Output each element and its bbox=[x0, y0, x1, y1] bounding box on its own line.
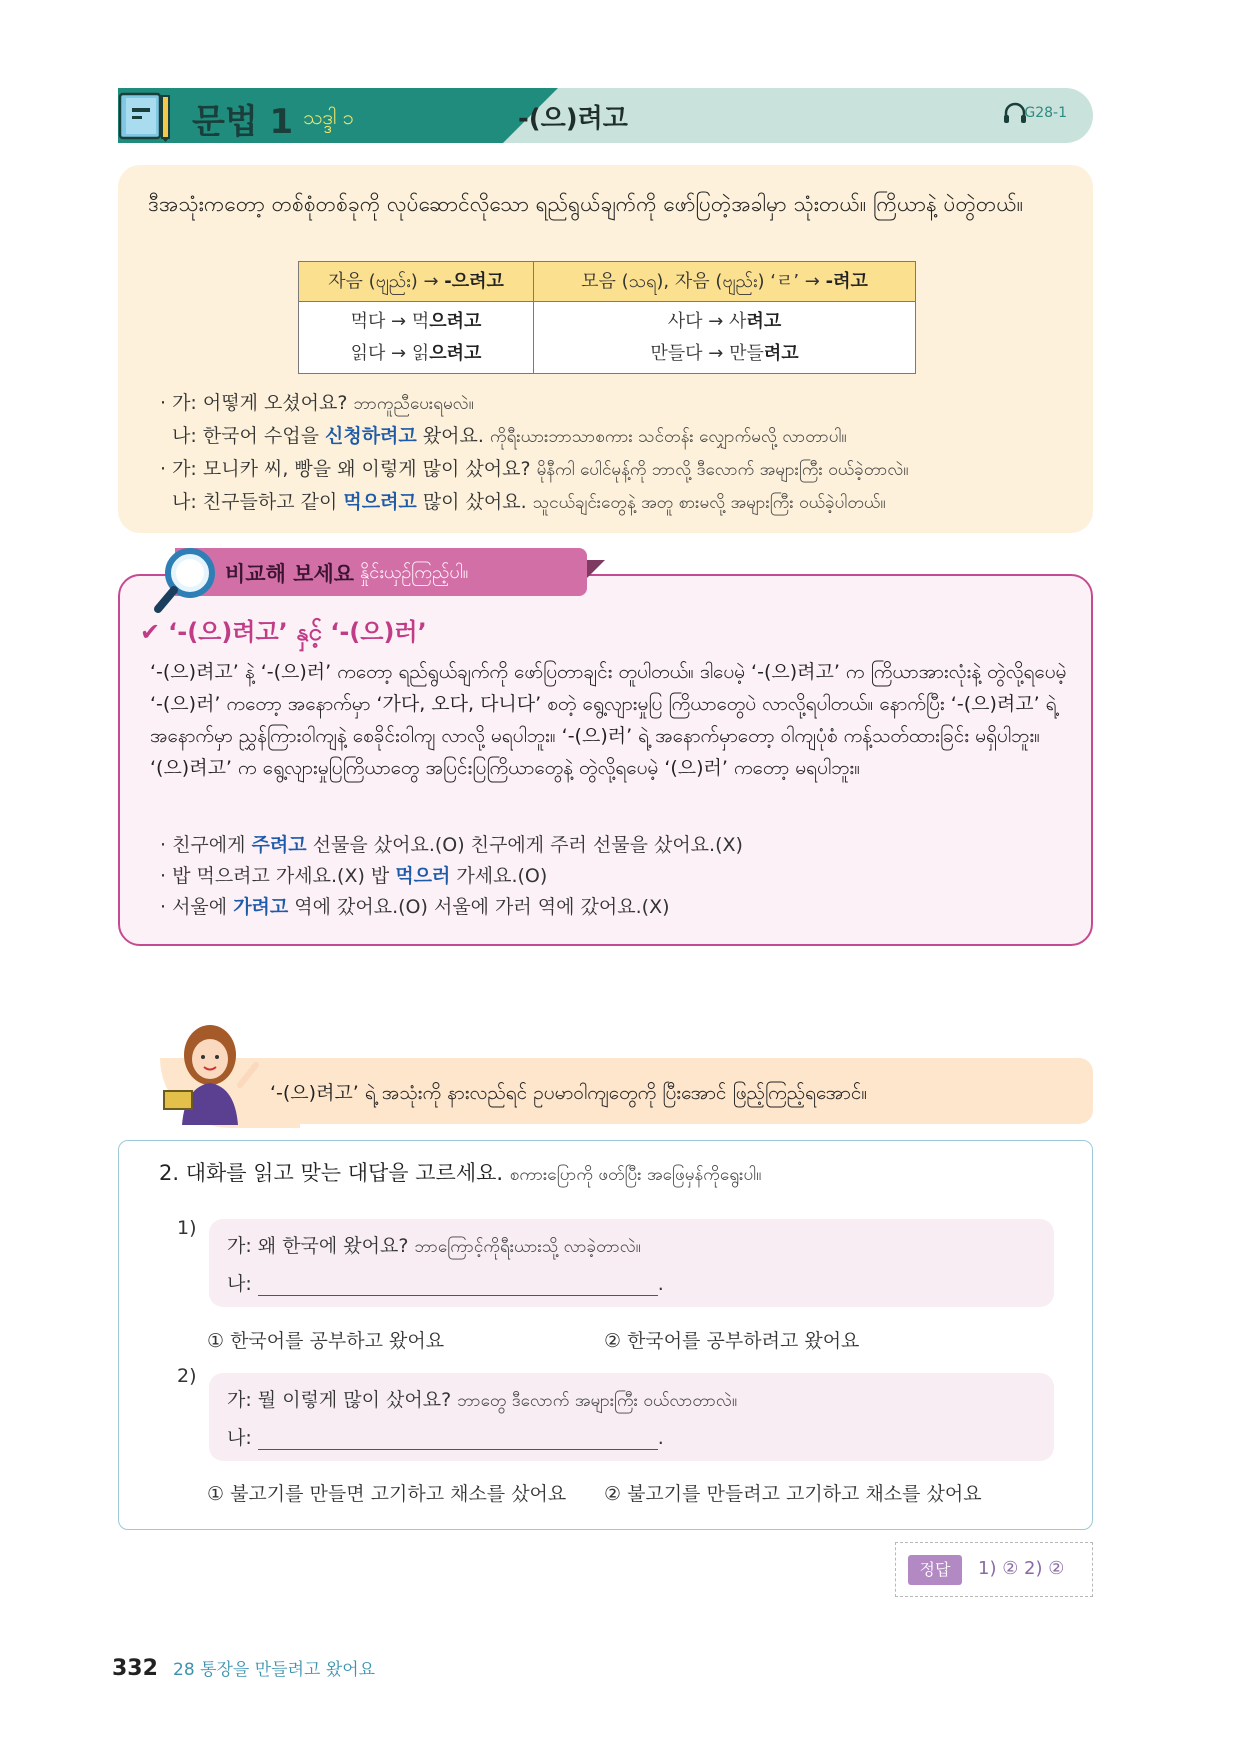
exercise-box bbox=[118, 1140, 1093, 1530]
example-korean-rest: 많이 샀어요. bbox=[416, 491, 533, 513]
dialog-question bbox=[227, 1385, 737, 1415]
answer-badge: 정답 bbox=[908, 1555, 962, 1585]
table-suffix: 으려고 bbox=[429, 342, 482, 364]
example-korean: · 가: 어떻게 오셨어요? bbox=[160, 392, 354, 414]
table-base: 만들다 → 만들 bbox=[650, 342, 764, 364]
example-korean: · 가: 모니카 씨, 빵을 왜 이렇게 많이 샀어요? bbox=[160, 458, 537, 480]
compare-example bbox=[160, 830, 743, 861]
page-number: 332 bbox=[112, 1656, 158, 1681]
teacher-illustration-icon bbox=[160, 1015, 260, 1125]
explanation-box bbox=[118, 165, 1093, 533]
table-header-vowel-label: 모음 (သရ), 자음 (ဗျည်း) ‘ㄹ’ → bbox=[581, 271, 826, 292]
dialog-question-text: 가: 왜 한국에 왔어요? bbox=[227, 1235, 415, 1257]
table-header-consonant-label: 자음 (ဗျည်း) → bbox=[328, 271, 445, 292]
option-1[interactable]: ① 한국어를 공부하고 왔어요 bbox=[207, 1330, 445, 1352]
answer-value: 1) ② 2) ② bbox=[978, 1558, 1065, 1579]
table-cell-consonant bbox=[299, 302, 534, 374]
table-row bbox=[534, 338, 915, 370]
example-burmese: ကိုရီးယားဘာသာစကား သင်တန်း လျှောက်မလို့ လာတာပါ။ bbox=[489, 427, 847, 447]
table-row bbox=[299, 306, 533, 338]
option-2[interactable]: ② 불고기를 만들려고 고기하고 채소를 샀어요 bbox=[604, 1483, 982, 1505]
compare-body-text: ‘-(으)려고’ နဲ့ ‘-(으)러’ ကတော့ ရည်ရွယ်ချက်ကို ဖော်ပြတာချင်း တူပါတယ်။ ဒါပေမဲ့ ‘-(으)려고’ က ကြိယာအားလုံးနဲ့ တွဲလို့ရပေမဲ့ ‘-(으)러’ ကတော့ အနောက်မှာ ‘가다, 오다, 다니다’ စတဲ့ ရွေ့လျားမှုပြ ကြိယာတွေပဲ လာလို့ရပါတယ်။ နောက်ပြီး ‘-(으)려고’ ရဲ့ အနောက်မှာ ညွှန်ကြားဝါကျနဲ့ စေခိုင်းဝါကျ လာလို့ မရပါဘူး။ ‘-(으)러’ ရဲ့ အနောက်မှာတော့ ဝါကျပုံစံ ကန့်သတ်ထားခြင်း မရှိပါဘူး။ ‘(으)려고’ က ရွေ့လျားမှုပြကြိယာတွေ အပြင်းပြကြိယာတွေနဲ့ တွဲလို့ရပေမဲ့ ‘(으)러’ ကတော့ မရပါဘူး။ bbox=[150, 661, 1067, 779]
compare-example-text: 선물을 샀어요.(O) 친구에게 주러 선물을 샀어요.(X) bbox=[306, 834, 743, 856]
page-footer bbox=[112, 1655, 375, 1681]
example-burmese: သူငယ်ချင်းတွေနဲ့ အတူ စားမလို့ အများကြီး ဝယ်ခဲ့ပါတယ်။ bbox=[532, 493, 886, 513]
grammar-title: 문법 1 bbox=[192, 102, 294, 142]
example-korean-rest: 왔어요. bbox=[416, 425, 490, 447]
example-highlight: 먹으려고 bbox=[343, 491, 417, 513]
compare-example-text: · 밥 먹으려고 가세요.(X) 밥 bbox=[160, 865, 396, 887]
grammar-pattern: -(으)려고 bbox=[518, 104, 628, 134]
tip-bubble bbox=[245, 1058, 1093, 1124]
compare-example-text: 역에 갔어요.(O) 서울에 가러 역에 갔어요.(X) bbox=[288, 896, 670, 918]
example-korean: 나: 친구들하고 같이 bbox=[172, 491, 344, 513]
table-base: 읽다 → 읽 bbox=[350, 342, 430, 364]
grammar-header bbox=[118, 88, 1093, 143]
example-dialogs bbox=[160, 387, 908, 519]
table-base: 먹다 → 먹 bbox=[350, 310, 430, 332]
audio-track-label[interactable]: G28-1 bbox=[1024, 105, 1067, 121]
conjugation-table bbox=[298, 261, 916, 374]
table-header-vowel bbox=[534, 262, 916, 302]
compare-tab bbox=[175, 548, 587, 596]
compare-example-text: · 서울에 bbox=[160, 896, 234, 918]
compare-examples bbox=[160, 830, 743, 923]
answer-blank[interactable] bbox=[258, 1430, 658, 1450]
compare-heading-text: ‘-(으)려고’ နှင့် ‘-(으)러’ bbox=[168, 618, 427, 646]
table-header-consonant bbox=[299, 262, 534, 302]
table-row bbox=[534, 306, 915, 338]
option-1[interactable]: ① 불고기를 만들면 고기하고 채소를 샀어요 bbox=[207, 1483, 567, 1505]
example-line bbox=[160, 453, 908, 486]
chapter-title: 28 통장을 만들려고 왔어요 bbox=[173, 1660, 376, 1680]
option-2[interactable]: ② 한국어를 공부하려고 왔어요 bbox=[604, 1330, 860, 1352]
dialog-answer-label: 나: bbox=[227, 1273, 252, 1295]
compare-example bbox=[160, 892, 743, 923]
table-row bbox=[299, 338, 533, 370]
item-number: 2) bbox=[177, 1365, 197, 1387]
compare-example-highlight: 먹으러 bbox=[395, 865, 451, 887]
dialog-question-mm: ဘာတွေ ဒီလောက် အများကြီး ဝယ်လာတာလဲ။ bbox=[457, 1391, 737, 1411]
exercise-question-mm: စကားပြောကို ဖတ်ပြီး အဖြေမှန်ကိုရွေးပါ။ bbox=[509, 1165, 762, 1185]
compare-example-highlight: 가려고 bbox=[233, 896, 289, 918]
tip-text: ‘-(으)려고’ ရဲ့ အသုံးကို နားလည်ရင် ဥပမာဝါကျတွေကို ပြီးအောင် ဖြည့်ကြည့်ရအောင်။ bbox=[270, 1082, 868, 1104]
dialog-answer-label: 나: bbox=[227, 1427, 252, 1449]
dialog-question-mm: ဘာကြောင့်ကိုရီးယားသို့ လာခဲ့တာလဲ။ bbox=[414, 1237, 641, 1257]
compare-example-text: · 친구에게 bbox=[160, 834, 252, 856]
table-base: 사다 → 사 bbox=[667, 310, 747, 332]
dialog-box bbox=[209, 1373, 1054, 1461]
table-suffix: 려고 bbox=[746, 310, 782, 332]
grammar-title-mm: သဒ္ဒါ ၁ bbox=[303, 105, 354, 129]
compare-example-text: 가세요.(O) bbox=[450, 865, 548, 887]
compare-box bbox=[118, 574, 1093, 946]
example-burmese: ဘာကူညီပေးရမလဲ။ bbox=[353, 394, 474, 414]
example-highlight: 신청하려고 bbox=[325, 425, 417, 447]
exercise-question-text: 2. 대화를 읽고 맞는 대답을 고르세요. bbox=[159, 1161, 504, 1185]
item-number: 1) bbox=[177, 1217, 197, 1239]
explanation-text: ဒီအသုံးကတော့ တစ်စုံတစ်ခုကို လုပ်ဆောင်လိုသော ရည်ရွယ်ချက်ကို ဖော်ပြတဲ့အခါမှာ သုံးတယ်။ ကြိယာနဲ့ ပဲတွဲတယ်။ bbox=[148, 192, 1024, 216]
compare-tab-mm: နှိုင်းယှဉ်ကြည့်ပါ။ bbox=[360, 562, 469, 583]
book-icon bbox=[118, 90, 174, 142]
compare-example bbox=[160, 861, 743, 892]
table-header-consonant-suffix: -으려고 bbox=[444, 271, 504, 292]
dialog-question bbox=[227, 1231, 641, 1261]
dialog-box bbox=[209, 1219, 1054, 1307]
example-line bbox=[160, 420, 908, 453]
table-suffix: 려고 bbox=[763, 342, 799, 364]
example-korean: 나: 한국어 수업을 bbox=[172, 425, 325, 447]
example-line bbox=[160, 387, 908, 420]
compare-tab-label: 비교해 보세요 bbox=[225, 562, 355, 586]
dialog-answer-line: 나: . bbox=[227, 1427, 664, 1449]
table-suffix: 으려고 bbox=[429, 310, 482, 332]
answer-box bbox=[895, 1542, 1093, 1597]
compare-tab-fold bbox=[587, 560, 605, 578]
answer-blank[interactable] bbox=[258, 1276, 658, 1296]
table-header-vowel-suffix: -려고 bbox=[825, 271, 868, 292]
dialog-answer-line: 나: . bbox=[227, 1273, 664, 1295]
dialog-question-text: 가: 뭘 이렇게 많이 샀어요? bbox=[227, 1389, 458, 1411]
check-icon: ✔ bbox=[140, 618, 161, 646]
magnifier-icon bbox=[150, 545, 220, 617]
compare-heading bbox=[140, 612, 427, 652]
compare-example-highlight: 주려고 bbox=[251, 834, 307, 856]
exercise-question bbox=[159, 1157, 761, 1189]
table-cell-vowel bbox=[534, 302, 916, 374]
example-burmese: မိုနီကါ ပေါင်မုန့်ကို ဘာလို့ ဒီလောက် အများကြီး ဝယ်ခဲ့တာလဲ။ bbox=[536, 460, 909, 480]
example-line bbox=[160, 486, 908, 519]
